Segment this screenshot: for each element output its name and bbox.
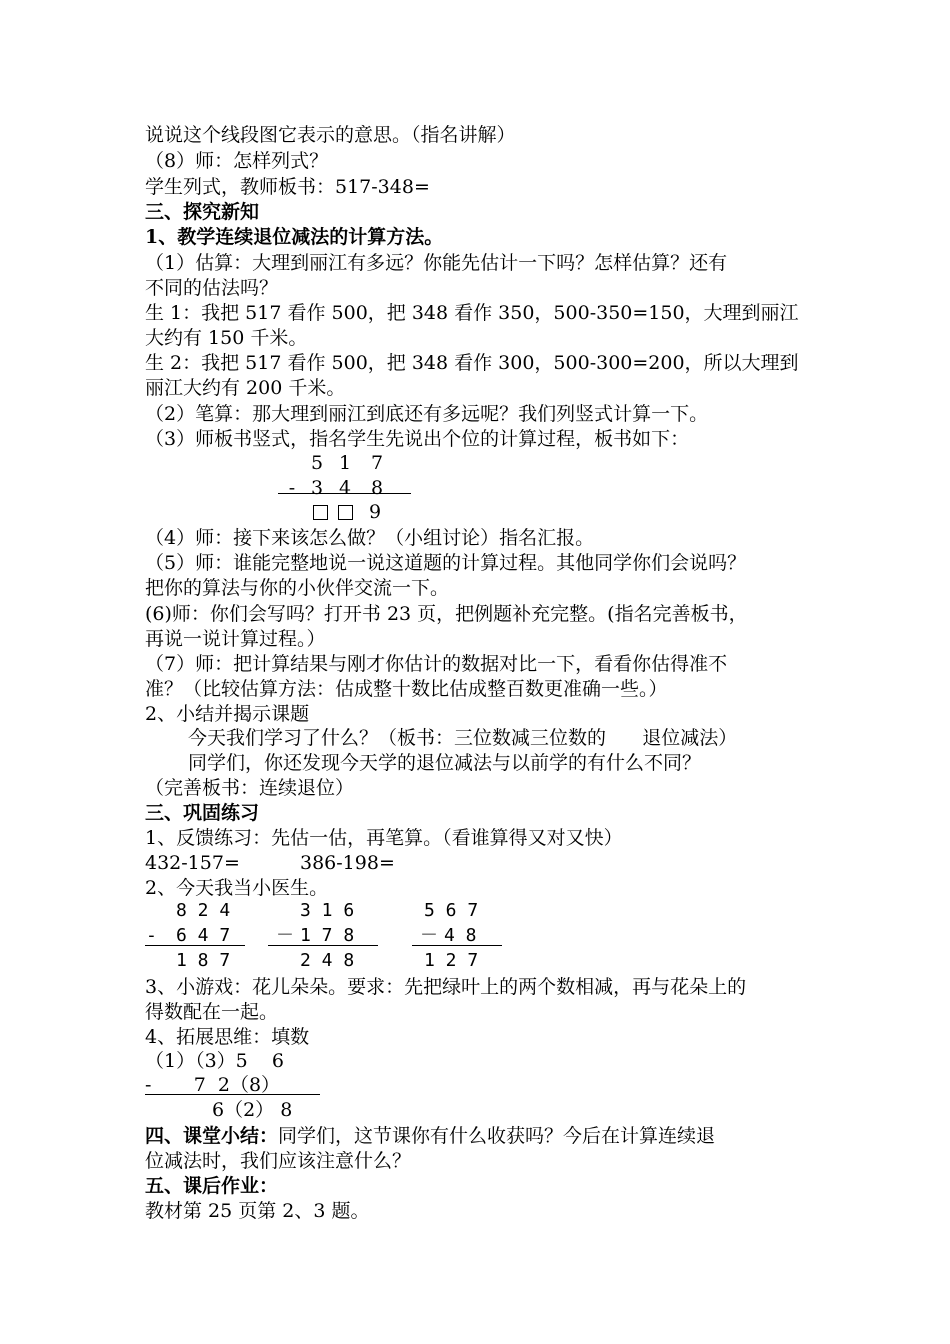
- calc-bottom: 4 8: [444, 925, 477, 946]
- subsection-heading: 1、教学连续退位减法的计算方法。: [145, 226, 444, 248]
- text-line: 2、今天我当小医生。: [145, 877, 329, 899]
- text-line: 准？（比较估算方法：估成整十数比估成整百数更准确一些。）: [145, 678, 668, 700]
- section-heading: 三、探究新知: [145, 201, 260, 223]
- calc-bottom: 1 7 8: [300, 925, 355, 946]
- digit: 4: [338, 477, 352, 499]
- digit: 5: [310, 452, 324, 474]
- calc-result: 2 4 8: [300, 950, 355, 971]
- minus-sign: -: [146, 925, 157, 946]
- text-span: 同学们，这节课你有什么收获吗？今后在计算连续退: [278, 1125, 716, 1147]
- calc-rule: [278, 493, 411, 494]
- text-line: （3）师板书竖式，指名学生先说出个位的计算过程，板书如下：: [145, 428, 690, 450]
- calc-rule: [412, 945, 502, 946]
- text-line: 同学们，你还发现今天学的退位减法与以前学的有什么不同？: [188, 752, 702, 774]
- text-line: 丽江大约有 200 千米。: [145, 377, 346, 399]
- minus-sign: －: [420, 925, 438, 946]
- minus-sign: -: [288, 477, 296, 499]
- text-line: （5）师：谁能完整地说一说这道题的计算过程。其他同学你们会说吗？: [145, 552, 747, 574]
- text-line: (6)师：你们会写吗？打开书 23 页，把例题补充完整。(指名完善板书，: [145, 603, 748, 625]
- calc-result: 1 8 7: [176, 950, 231, 971]
- text-line: 3、小游戏：花儿朵朵。要求：先把绿叶上的两个数相减，再与花朵上的: [145, 976, 747, 998]
- calc-result: 1 2 7: [424, 950, 479, 971]
- exercise-b: 386-198=: [300, 852, 395, 874]
- section-heading: 五、课后作业：: [145, 1175, 279, 1197]
- calc-rule: [268, 945, 378, 946]
- calc-rule: [145, 1094, 320, 1095]
- text-line: 教材第 25 页第 2、3 题。: [145, 1200, 370, 1222]
- text-line: 生 1：我把 517 看作 500，把 348 看作 350，500-350=150，大理到丽江: [145, 302, 799, 324]
- section-heading: 三、巩固练习: [145, 802, 260, 824]
- calc-bottom: 6 4 7: [176, 925, 231, 946]
- text-line: 2、小结并揭示课题: [145, 703, 310, 725]
- text-line: 再说一说计算过程。）: [145, 628, 326, 650]
- text-line: 说说这个线段图它表示的意思。（指名讲解）: [145, 124, 516, 146]
- calc-row: - 7 2（8）: [145, 1074, 281, 1096]
- calc-row: 6（2） 8: [212, 1099, 293, 1121]
- summary-line: [145, 1124, 715, 1148]
- text-line: （完善板书：连续退位）: [145, 777, 355, 799]
- digit: 7: [370, 452, 384, 474]
- digit: 1: [338, 452, 352, 474]
- text-line: （7）师：把计算结果与刚才你估计的数据对比一下，看看你估得准不: [145, 653, 728, 675]
- text-line: 不同的估法吗？: [145, 277, 279, 299]
- text-line: 今天我们学习了什么？（板书：三位数减三位数的 退位减法）: [188, 727, 738, 749]
- calc-top: 5 6 7: [424, 900, 479, 921]
- calc-row: （1）（3）5 6: [145, 1050, 285, 1072]
- blank-box: [338, 505, 353, 520]
- calc-top: 8 2 4: [176, 900, 231, 921]
- minus-sign: －: [276, 925, 294, 946]
- text-line: 4、拓展思维：填数: [145, 1026, 310, 1048]
- text-line: 得数配在一起。: [145, 1001, 279, 1023]
- text-line: 学生列式，教师板书：517-348=: [145, 176, 430, 198]
- text-line: 生 2：我把 517 看作 500，把 348 看作 300，500-300=200，所以大理到: [145, 352, 799, 374]
- text-line: 把你的算法与你的小伙伴交流一下。: [145, 577, 450, 599]
- text-line: 大约有 150 千米。: [145, 327, 308, 349]
- calc-top: 3 1 6: [300, 900, 355, 921]
- digit: 9: [368, 501, 382, 523]
- section-heading: 四、课堂小结：: [145, 1125, 279, 1147]
- calc-rule: [145, 945, 245, 946]
- text-line: （8）师：怎样列式？: [145, 150, 329, 172]
- text-line: （2）笔算：那大理到丽江到底还有多远呢？我们列竖式计算一下。: [145, 403, 709, 425]
- text-line: （1）估算：大理到丽江有多远？你能先估计一下吗？怎样估算？还有: [145, 252, 728, 274]
- exercise-a: 432-157=: [145, 852, 240, 874]
- digit: 3: [310, 477, 324, 499]
- digit: 8: [370, 477, 384, 499]
- text-line: （4）师：接下来该怎么做？（小组讨论）指名汇报。: [145, 527, 595, 549]
- blank-box: [313, 505, 328, 520]
- text-line: 位减法时，我们应该注意什么？: [145, 1150, 412, 1172]
- text-line: 1、反馈练习：先估一估，再笔算。（看谁算得又对又快）: [145, 827, 623, 849]
